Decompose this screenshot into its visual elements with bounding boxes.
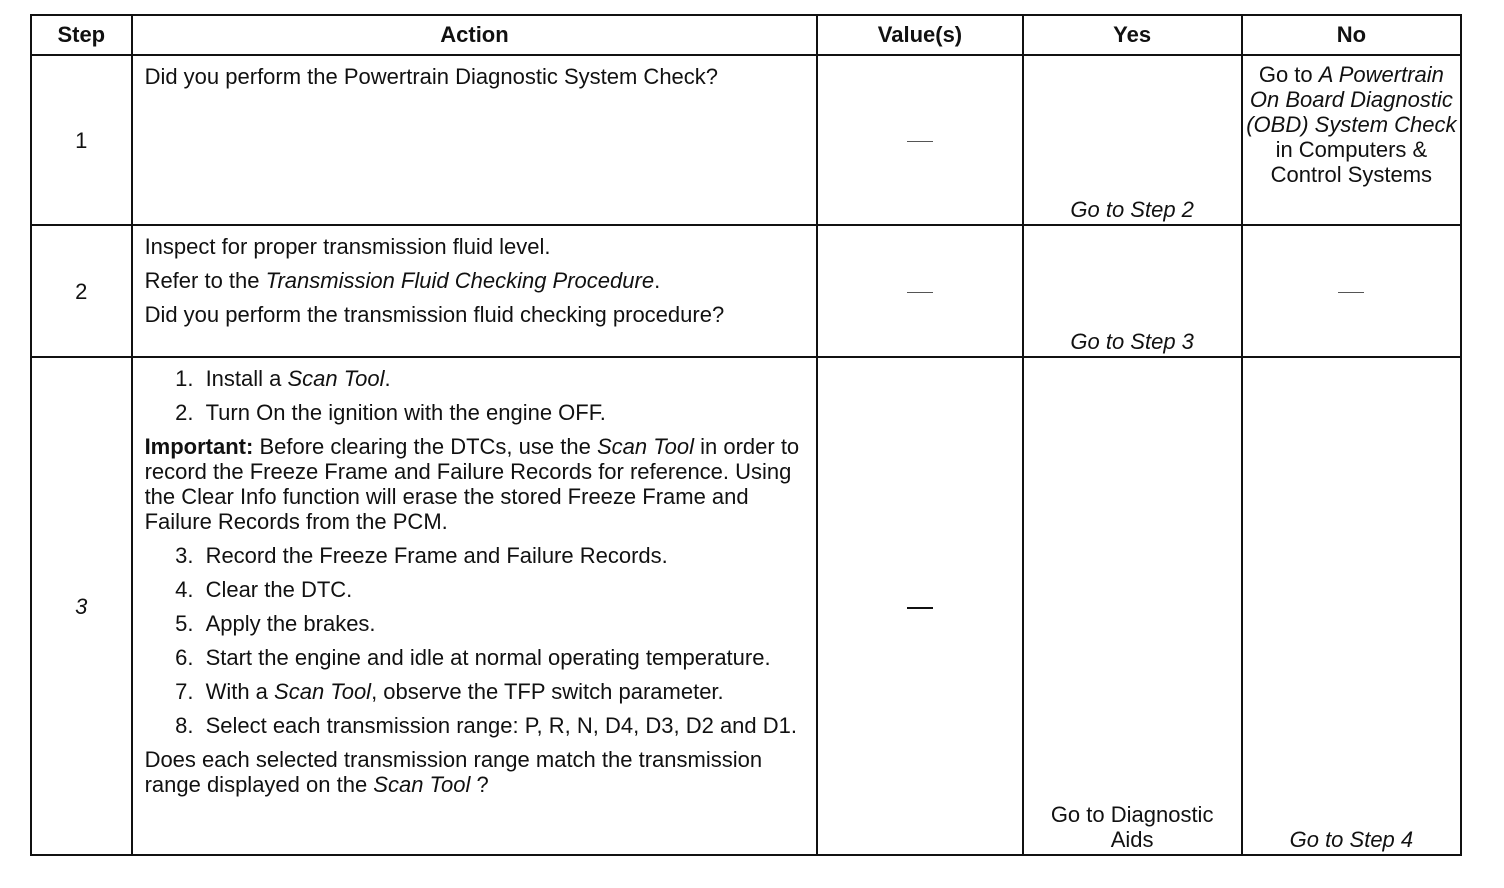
- list-item: [200, 679, 809, 704]
- action-cell: [132, 357, 818, 855]
- list-item: [200, 543, 809, 568]
- action-text: Refer to the: [144, 268, 266, 293]
- scan-tool-text: Scan Tool: [596, 434, 694, 459]
- step-number: 1: [31, 55, 132, 225]
- list-text: Install a: [205, 366, 288, 391]
- yes-cell: [1023, 357, 1242, 855]
- list-text: Apply the brakes.: [205, 611, 376, 636]
- list-item: [200, 577, 809, 602]
- list-text: , observe the TFP switch parameter.: [371, 679, 724, 704]
- action-line: Inspect for proper transmission fluid level.: [144, 234, 551, 259]
- question-text: Does each selected transmission range match the transmission range displayed on the: [144, 747, 763, 797]
- value-cell: [817, 225, 1022, 357]
- list-item: [200, 400, 809, 425]
- list-text: Select each transmission range: P, R, N, D4, D3, D2 and D1.: [205, 713, 797, 738]
- yes-link[interactable]: Go to Step 2: [1070, 197, 1194, 222]
- important-label: Important:: [144, 434, 254, 459]
- header-action: Action: [132, 15, 818, 55]
- header-no: No: [1242, 15, 1461, 55]
- action-cell: [132, 55, 818, 225]
- list-item: [200, 366, 809, 391]
- no-prefix: Go to: [1258, 62, 1319, 87]
- yes-cell: [1023, 55, 1242, 225]
- no-suffix: in Computers & Control Systems: [1270, 137, 1433, 187]
- table-row: [31, 225, 1461, 357]
- no-cell: [1242, 225, 1461, 357]
- list-text: With a: [205, 679, 275, 704]
- table-row: [31, 55, 1461, 225]
- dash-icon: [907, 141, 933, 143]
- action-question: Did you perform the transmission fluid checking procedure?: [144, 302, 725, 327]
- question-text: ?: [470, 772, 489, 797]
- diagnostic-table: [30, 14, 1462, 856]
- scan-tool-text: Scan Tool: [287, 366, 385, 391]
- list-item: [200, 611, 809, 636]
- list-text: Record the Freeze Frame and Failure Records.: [205, 543, 668, 568]
- scan-tool-text: Scan Tool: [274, 679, 372, 704]
- list-text: Clear the DTC.: [205, 577, 353, 602]
- no-cell: [1242, 55, 1461, 225]
- list-item: [200, 713, 809, 738]
- procedure-link[interactable]: Transmission Fluid Checking Procedure: [265, 268, 655, 293]
- action-question: [145, 747, 809, 797]
- important-text: in order to record the Freeze Frame and Failure Records for reference. Using the Clear Info function will erase the stored Freeze Frame and Failure Records from the PCM.: [144, 434, 800, 534]
- dash-icon: [1338, 292, 1364, 294]
- list-text: Start the engine and idle at normal operating temperature.: [205, 645, 771, 670]
- dash-icon: [907, 292, 933, 294]
- no-cell: [1242, 357, 1461, 855]
- step-number: [31, 357, 132, 855]
- procedure-list: [145, 543, 809, 738]
- dash-icon: [907, 607, 933, 609]
- important-note: [145, 434, 809, 534]
- step-number: 2: [31, 225, 132, 357]
- scan-tool-text: Scan Tool: [373, 772, 471, 797]
- no-link[interactable]: Go to Step 4: [1289, 827, 1414, 852]
- action-question: Did you perform the Powertrain Diagnostic System Check?: [144, 64, 719, 89]
- action-cell: [132, 225, 818, 357]
- header-step: Step: [31, 15, 132, 55]
- yes-cell: [1023, 225, 1242, 357]
- important-text: Before clearing the DTCs, use the: [253, 434, 597, 459]
- action-text: .: [654, 268, 661, 293]
- action-line: [145, 268, 809, 293]
- yes-link[interactable]: Go to Step 3: [1070, 329, 1194, 354]
- header-yes: Yes: [1023, 15, 1242, 55]
- header-values: Value(s): [817, 15, 1022, 55]
- value-cell: [817, 55, 1022, 225]
- procedure-list: [145, 366, 809, 425]
- no-link[interactable]: A Powertrain On Board Diagnostic (OBD) System Check: [1246, 62, 1457, 137]
- yes-link[interactable]: Go to Diagnostic Aids: [1050, 802, 1214, 852]
- list-item: [200, 645, 809, 670]
- list-text: Turn On the ignition with the engine OFF.: [205, 400, 606, 425]
- list-text: .: [384, 366, 391, 391]
- header-row: [31, 15, 1461, 55]
- step-number-text: 3: [75, 593, 88, 619]
- value-cell: [817, 357, 1022, 855]
- table-row: [31, 357, 1461, 855]
